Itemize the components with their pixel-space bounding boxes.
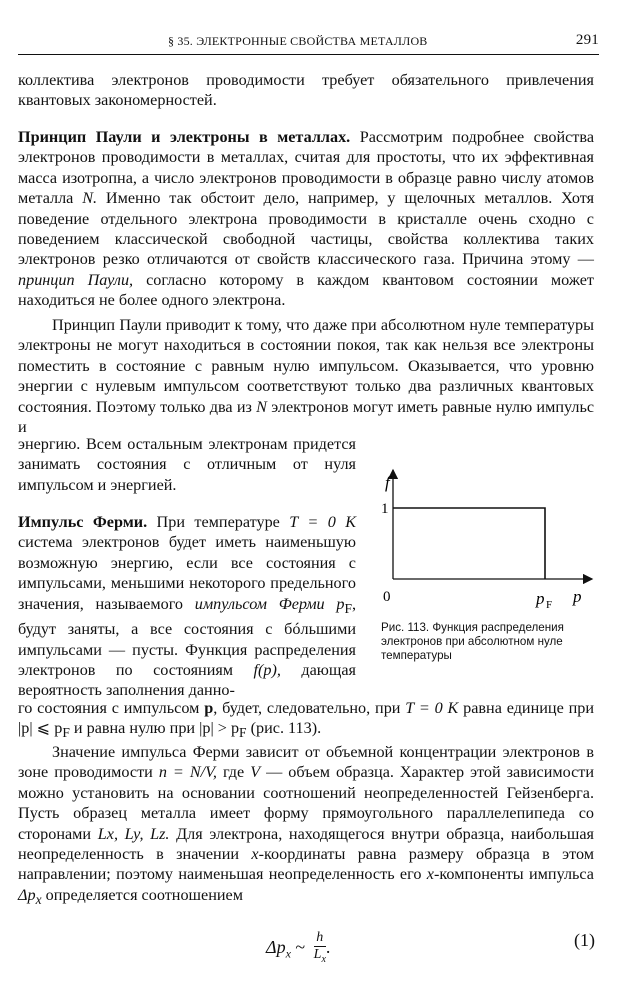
pF-sub: F: [546, 599, 553, 611]
fermi-term: импульсом Ферми: [194, 594, 325, 613]
p3-text-e: -координаты равна размеру образца в этом направлении; поэтому наименьшая неопределенность его: [18, 845, 594, 884]
intro-text: коллектива электронов проводимости требует обязательного привлечения квантовых закономерностей.: [18, 71, 594, 110]
p2-text-c: энергию. Всем остальным электронам придется занимать состояния с отличным от нуля импульсом и энергией.: [18, 435, 356, 494]
eq-den-sub: x: [321, 953, 326, 965]
intro-paragraph: [18, 70, 594, 111]
p3-n: n = N/V,: [158, 763, 217, 782]
p3-dpx-sub: x: [35, 892, 42, 908]
fermi-text-e6: (рис. 113).: [250, 719, 322, 738]
pauli-paragraph: [18, 127, 594, 311]
fermi-heading: Импульс Ферми.: [18, 513, 148, 531]
fermi-text-a: При температуре: [156, 513, 280, 531]
p3-x2: x: [426, 865, 434, 884]
pauli-text-a: Рассмотрим подробнее свойства электронов проводимости в металлах, считая для простоты, что их эффективная масса изотропна, а число электронов проводимости в образце равно числу атомов металла: [18, 128, 595, 208]
pauli-consequence-paragraph: [18, 315, 594, 437]
p3-text-f: -компоненты импульса: [433, 865, 594, 884]
fermi-text-b: система электронов будет иметь наименьшую возможную энергию, если все состояния с импульсами, меньшими некоторого предельного значения, называемого: [18, 533, 356, 613]
p3-text-d: Для электрона, находящегося внутри образца, наибольшая неопределенность в значении: [18, 824, 595, 864]
eq-tail: .: [325, 937, 331, 958]
figure-caption: Рис. 113. Функция распределения электронов при абсолютном нуле температуры: [381, 621, 564, 662]
pauli-heading: Принцип Паули и электроны в металлах.: [18, 128, 351, 146]
pauli-term: принцип Паули,: [18, 270, 134, 289]
fermi-fp: f(p),: [253, 661, 281, 680]
fermi-p-bold: p: [204, 699, 214, 717]
figure-113: [378, 462, 600, 612]
section-title: § 35. ЭЛЕКТРОННЫЕ СВОЙСТВА МЕТАЛЛОВ: [168, 34, 428, 48]
eq-numerator: h: [316, 930, 324, 945]
y-axis-label: f: [385, 473, 390, 492]
fermi-text-e1: го состояния с импульсом: [18, 699, 200, 717]
symbol-N: N.: [82, 189, 98, 208]
eq-rel: ~: [295, 937, 306, 958]
p2-text-a: Принцип Паули приводит к тому, что даже при абсолютном нуле температуры электроны не могут находиться в состоянии покоя, так как нельзя все электроны поместить в состояние с равным нулю импульсом. Оказывается, что уровню энергии с нулевым импульсом соответствуют только два различных квантовых состояния. Поэтому только два из: [18, 316, 594, 416]
p3-text-c: — объем образца. Характер этой зависимости можно установить на основании соотношений неопределенностей Гейзенберга. Пусть образец металла имеет форму прямоугольного параллелепипеда со сторонами: [18, 763, 595, 843]
fermi-T0: T = 0 K: [289, 513, 357, 531]
eq-den-L: L: [313, 947, 322, 962]
p3-x: x: [251, 845, 259, 864]
equation-formula: [266, 930, 330, 968]
fermi-text-c: , будут заняты, а все состояния с бóльшими импульсами — пусты. Функция распределения электронов по состояниям: [18, 594, 356, 680]
p3-dpx: Δp: [18, 885, 36, 904]
p3-L: Lx, Ly, Lz.: [97, 824, 170, 843]
pF-label: p: [536, 589, 545, 608]
equation-1: [0, 918, 617, 974]
fermi-continuation: [18, 698, 594, 744]
fermi-text-e2: , будет, следовательно, при: [213, 699, 401, 717]
fermi-paragraph: [18, 512, 356, 701]
fermi-text-e5: и равна нулю при |p| > p: [73, 719, 240, 738]
eq-denominator: [314, 946, 326, 968]
fermi-text-e3: T = 0 K: [405, 699, 459, 717]
fermi-text-e4: равна единице при |p| ⩽ p: [18, 699, 595, 738]
origin-label: 0: [383, 589, 391, 605]
symbol-N-2: N: [256, 397, 267, 416]
p2-text-b: электронов могут иметь равные нулю импульс и: [18, 397, 595, 437]
fermi-sub-1: F: [62, 725, 70, 741]
running-header: [18, 26, 599, 50]
eq-lhs: Δp: [266, 937, 286, 958]
pauli-text-c: согласно которому в каждом квантовом состоянии может находиться не более одного электрона.: [18, 270, 594, 310]
fermi-sub-2: F: [239, 725, 247, 741]
eq-lhs-sub: x: [285, 946, 291, 961]
p2-continuation: [18, 434, 356, 495]
p3-text-g: определяется соотношением: [45, 885, 243, 904]
page-number: 291: [575, 32, 599, 48]
equation-number: (1): [574, 930, 595, 950]
fermi-concentration-paragraph: [18, 742, 594, 910]
fermi-pF-sub: F: [344, 600, 352, 616]
p3-text-b: где: [222, 763, 245, 782]
fermi-text-d: дающая вероятность заполнения данно-: [18, 661, 356, 700]
eq-fraction: [314, 930, 326, 968]
y-tick-1: 1: [381, 501, 389, 517]
pauli-text-b: Именно так обстоит дело, например, у щелочных металлов. Хотя поведение отдельного электрона проводимости в кристалле очень сходно с поведением классической свободной частицы, свойства коллектива таких электронов резко отличаются от свойств классического газа. Причина этому —: [18, 189, 595, 269]
fermi-pF: p: [336, 594, 345, 613]
header-rule: [18, 54, 599, 55]
p3-text-a: Значение импульса Ферми зависит от объемной концентрации электронов в зоне проводимости: [18, 743, 594, 782]
x-axis-label: p: [573, 587, 582, 606]
distribution-step: [393, 508, 545, 579]
p3-V: V: [250, 763, 261, 782]
